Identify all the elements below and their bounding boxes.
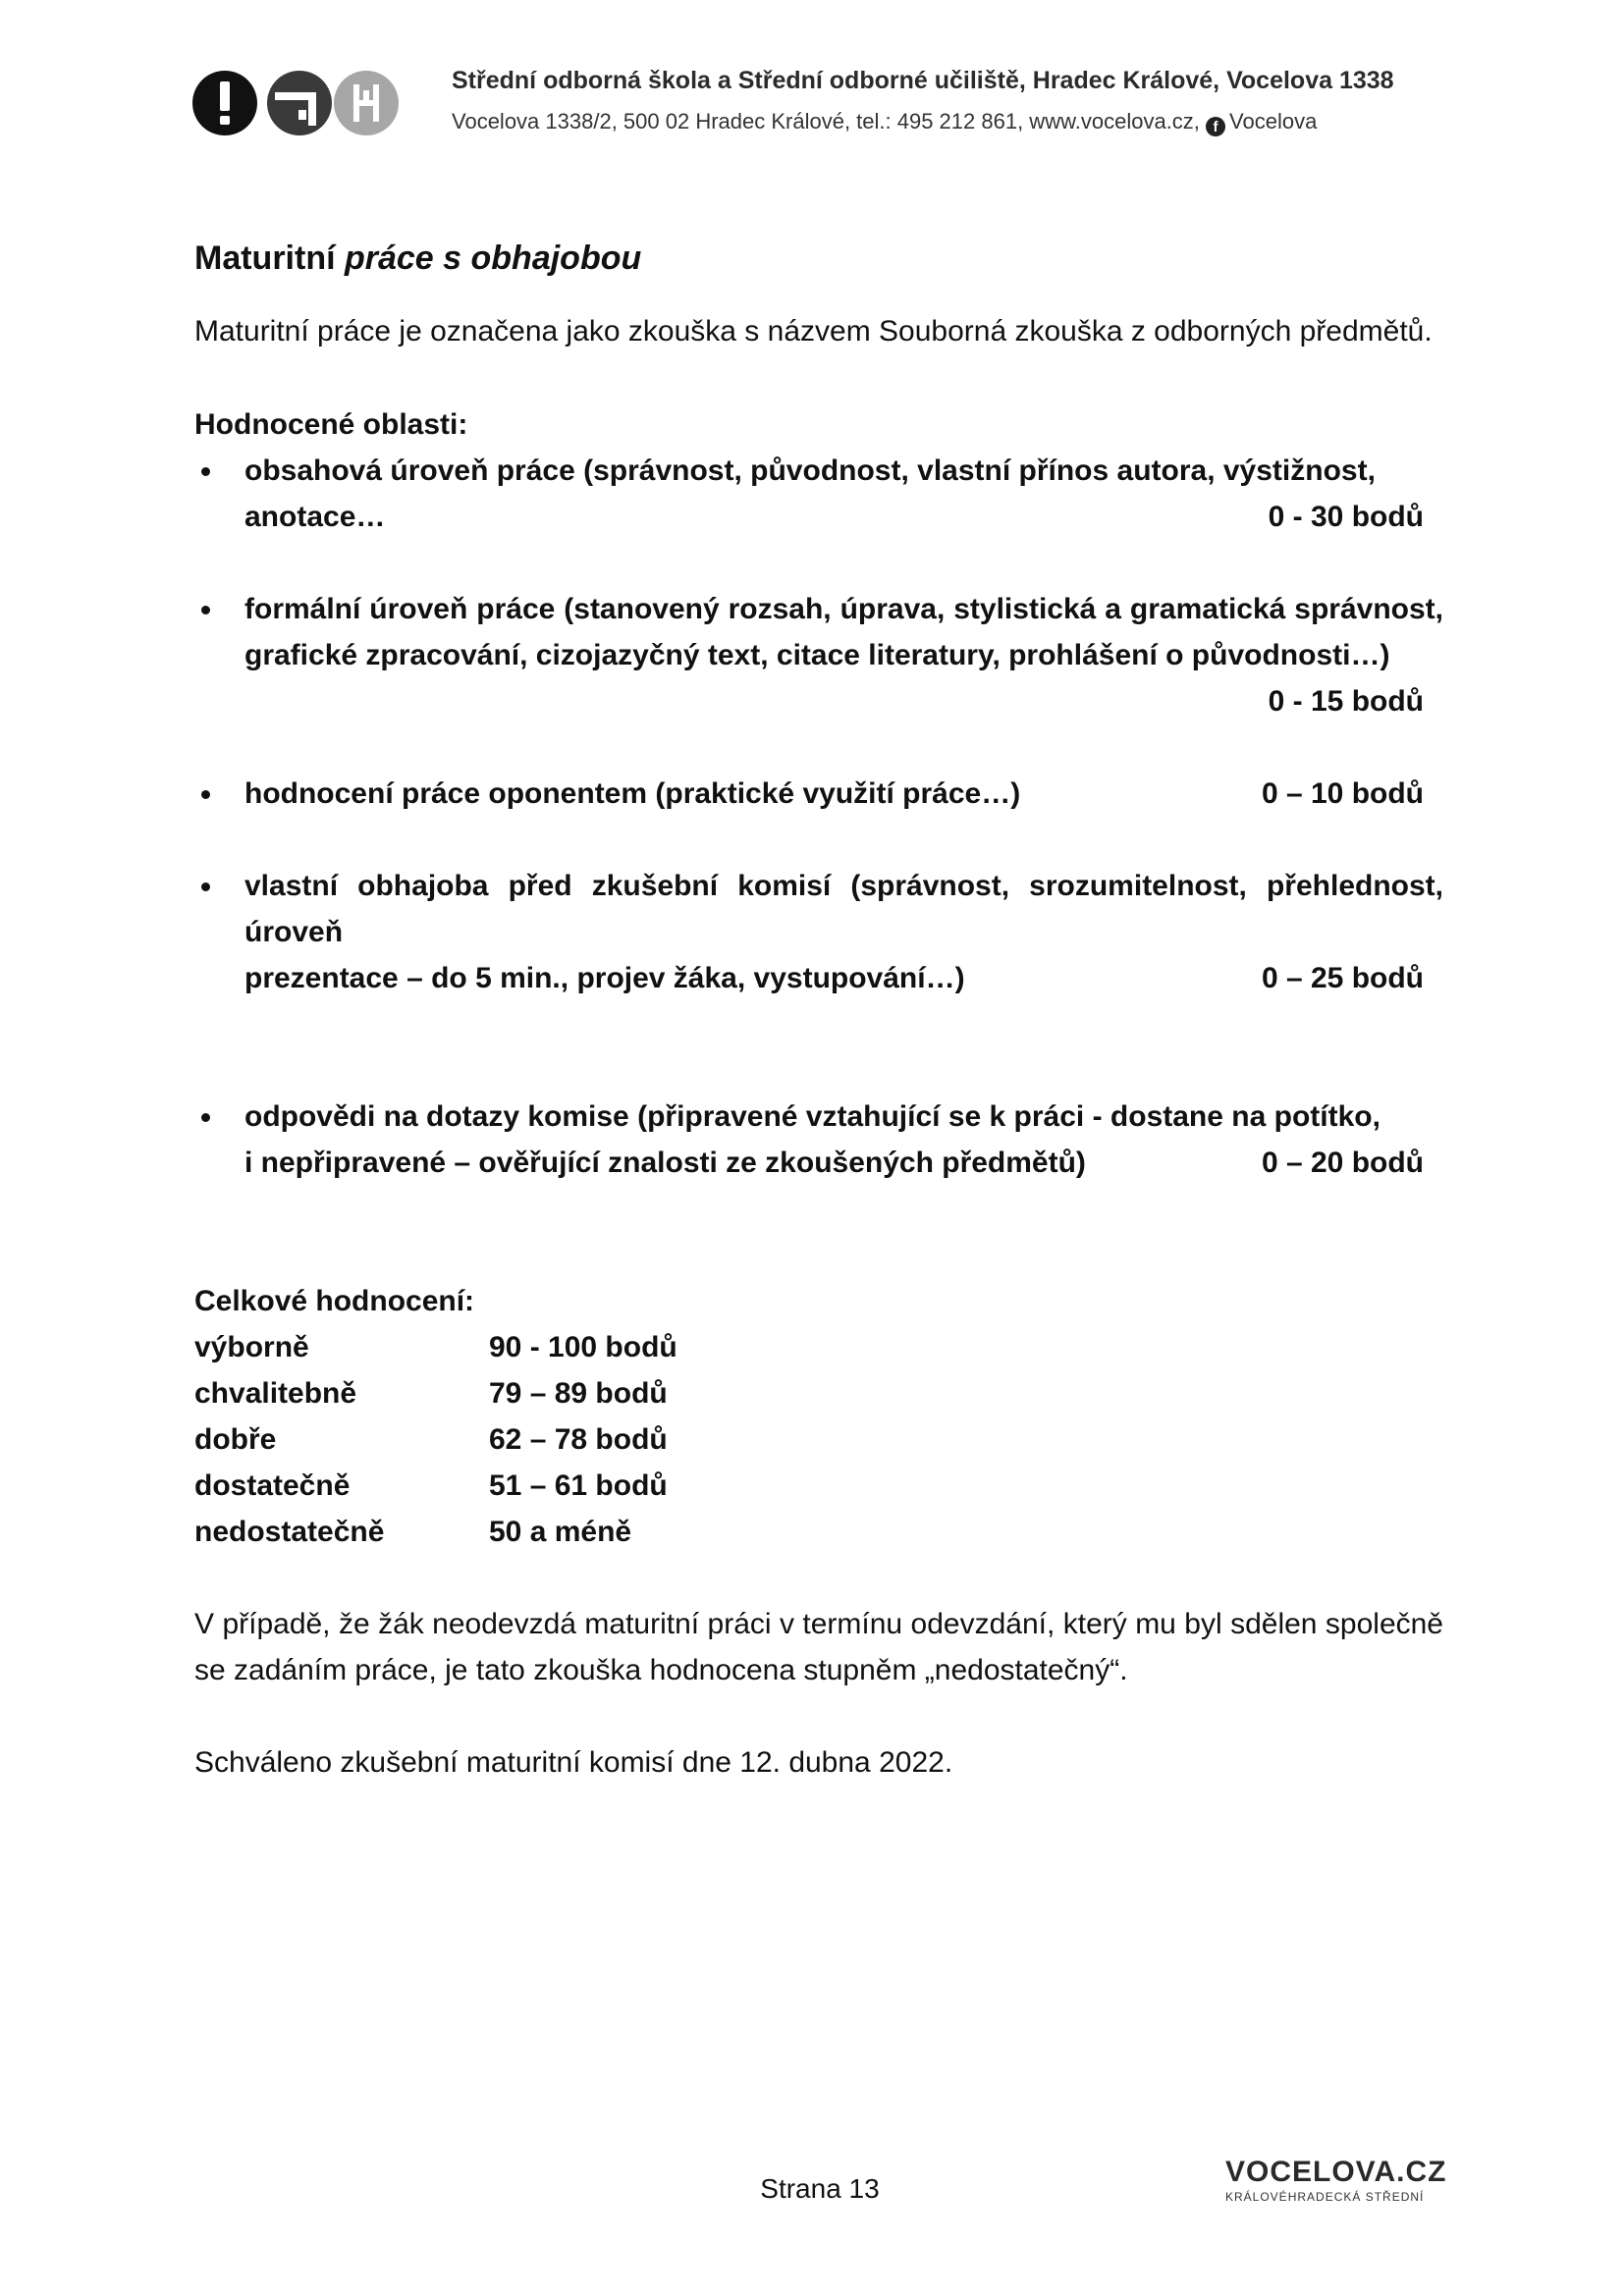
table-row bbox=[194, 1324, 677, 1370]
facebook-icon[interactable]: f bbox=[1206, 117, 1225, 136]
grade-name: chvalitebně bbox=[194, 1377, 357, 1410]
grade-name: nedostatečně bbox=[194, 1516, 385, 1548]
brand-subtitle: KRÁLOVÉHRADECKÁ STŘEDNÍ bbox=[1225, 2190, 1425, 2204]
area-points: 0 – 20 bodů bbox=[1261, 1147, 1424, 1179]
table-row bbox=[194, 1463, 677, 1509]
grade-name: výborně bbox=[194, 1331, 309, 1363]
areas-title: Hodnocené oblasti: bbox=[194, 408, 468, 441]
grade-range: 90 - 100 bodů bbox=[489, 1331, 677, 1363]
logo-circle-tap-icon bbox=[334, 71, 399, 135]
grade-range: 50 a méně bbox=[489, 1516, 632, 1548]
area-text: odpovědi na dotazy komise (připravené vztahující se k práci - dostane na potítko, bbox=[244, 1100, 1380, 1133]
page-title bbox=[194, 232, 1443, 285]
school-name: Střední odborná škola a Střední odborné učiliště, Hradec Králové, Vocelova 1338 bbox=[452, 67, 1394, 94]
grade-name: dobře bbox=[194, 1423, 277, 1456]
logo-circle-exclamation-icon bbox=[192, 71, 257, 135]
grades-table bbox=[194, 1324, 677, 1555]
header-text bbox=[452, 63, 1441, 139]
list-item bbox=[194, 586, 1443, 724]
list-item bbox=[194, 448, 1443, 540]
title-prefix: Maturitní bbox=[194, 240, 345, 277]
total-title: Celkové hodnocení: bbox=[194, 1285, 475, 1317]
area-text: obsahová úroveň práce (správnost, původnost, vlastní přínos autora, výstižnost, bbox=[244, 454, 1376, 487]
evaluation-areas-list bbox=[194, 448, 1443, 1186]
approval-statement: Schváleno zkušební maturitní komisí dne 12. dubna 2022. bbox=[194, 1746, 953, 1779]
intro-paragraph: Maturitní práce je označena jako zkouška s názvem Souborná zkouška z odborných předmětů. bbox=[194, 315, 1433, 347]
area-points: 0 - 15 bodů bbox=[1268, 685, 1424, 718]
area-text: vlastní obhajoba před zkušební komisí (správnost, srozumitelnost, přehlednost, úroveň bbox=[244, 870, 1443, 948]
area-points: 0 – 25 bodů bbox=[1261, 962, 1424, 994]
list-item bbox=[194, 1094, 1443, 1186]
grade-range: 51 – 61 bodů bbox=[489, 1469, 668, 1502]
school-contact bbox=[452, 104, 1441, 139]
contact-line: Vocelova 1338/2, 500 02 Hradec Králové, tel.: 495 212 861, www.vocelova.cz, bbox=[452, 109, 1200, 133]
area-tail: i nepřipravené – ověřující znalosti ze zkoušených předmětů) bbox=[244, 1147, 1086, 1179]
area-tail-row bbox=[244, 1140, 1443, 1186]
grade-range: 79 – 89 bodů bbox=[489, 1377, 668, 1410]
area-text: hodnocení práce oponentem (praktické využití práce…) bbox=[244, 777, 1021, 810]
table-row bbox=[194, 1370, 677, 1416]
area-tail: anotace… bbox=[244, 501, 386, 533]
grade-range: 62 – 78 bodů bbox=[489, 1423, 668, 1456]
title-emphasis: práce s obhajobou bbox=[344, 240, 642, 277]
area-tail-row bbox=[244, 955, 1443, 1001]
table-row bbox=[194, 1416, 677, 1463]
brand-name: VOCELOVA.CZ bbox=[1225, 2156, 1447, 2188]
footer-brand bbox=[1225, 2156, 1447, 2205]
area-tail: prezentace – do 5 min., projev žáka, vystupování…) bbox=[244, 962, 965, 994]
area-text: formální úroveň práce (stanovený rozsah, úprava, stylistická a gramatická správnost, grafické zpracování, cizojazyčný text, citace literatury, prohlášení o původnosti…) bbox=[244, 593, 1443, 671]
grade-name: dostatečně bbox=[194, 1469, 351, 1502]
logo-circle-pipe-icon bbox=[267, 71, 332, 135]
table-row bbox=[194, 1509, 677, 1555]
area-points: 0 – 10 bodů bbox=[1261, 777, 1424, 810]
area-points: 0 - 30 bodů bbox=[1268, 501, 1424, 533]
area-row bbox=[244, 771, 1443, 817]
area-tail-row bbox=[244, 494, 1443, 540]
page-header bbox=[192, 63, 1441, 147]
document-content bbox=[194, 232, 1443, 1786]
page-number: Strana 13 bbox=[760, 2173, 880, 2204]
list-item bbox=[194, 771, 1443, 817]
social-label[interactable]: Vocelova bbox=[1229, 109, 1318, 133]
list-item bbox=[194, 863, 1443, 1001]
late-submission-note: V případě, že žák neodevzdá maturitní práci v termínu odevzdání, který mu byl sdělen společně se zadáním práce, je tato zkouška hodnocena stupněm „nedostatečný“. bbox=[194, 1608, 1443, 1686]
